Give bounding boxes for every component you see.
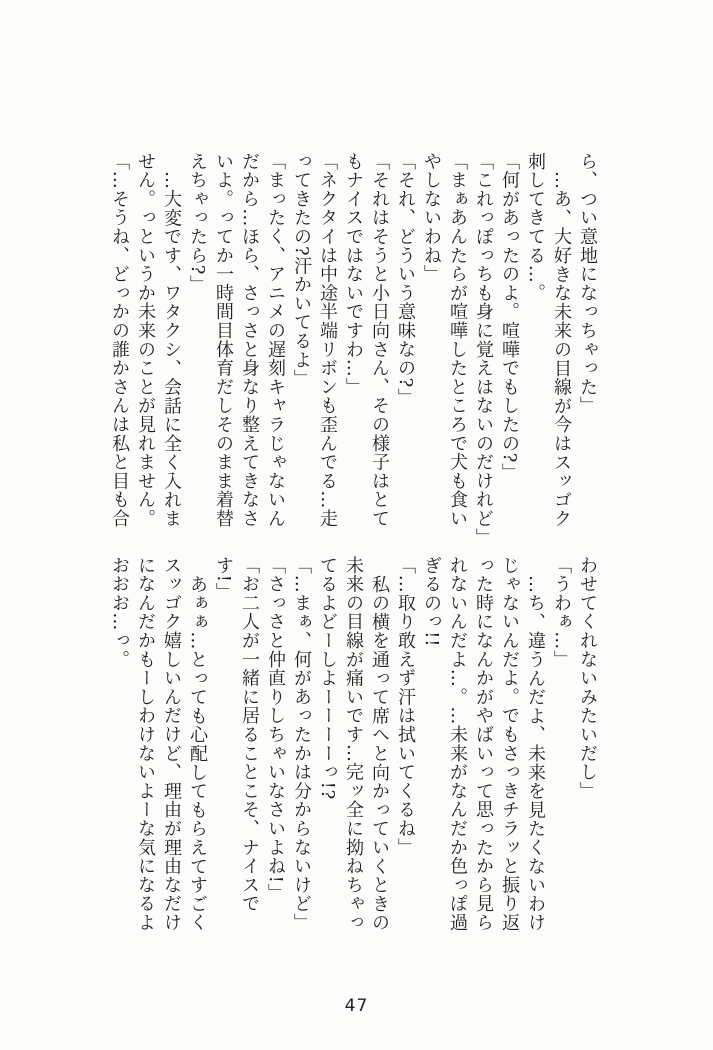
text-column: った時になんかがやばいって思ったから見ら bbox=[473, 556, 494, 932]
text-column: 「ネクタイは中途半端リボンも歪んでる…走 bbox=[317, 152, 338, 528]
text-column: 「…まぁ、何があったかは分からないけど」 bbox=[291, 556, 312, 932]
text-column: 「それはそうと小日向さん、その様子はとて bbox=[369, 152, 390, 528]
text-column: あぁぁ…とっても心配してもらえてすごく bbox=[187, 574, 208, 932]
text-column: せん。っというか未来のことが見れません。 bbox=[135, 152, 156, 528]
text-column: …ち、違うんだよ、未来を見たくないわけ bbox=[525, 574, 546, 932]
text-column: になんだかもーしわけないよーな気になるよ bbox=[135, 556, 156, 932]
text-column: スッゴク嬉しいんだけど、理由が理由なだけ bbox=[161, 556, 182, 932]
text-column: じゃないんだよ。でもさっきチラッと振り返 bbox=[499, 556, 520, 932]
text-column: おおお…っ。 bbox=[109, 556, 130, 669]
text-column: 「まったく、アニメの遅刻キャラじゃないん bbox=[265, 152, 286, 528]
text-column: 「うわぁ…」 bbox=[551, 556, 572, 669]
text-column: 「これっぽっちも身に覚えはないのだけれど」 bbox=[473, 152, 494, 547]
text-column: ってきたの?汗かいてるよ」 bbox=[291, 152, 312, 389]
text-column: …大変です、ワタクシ、会話に全く入れま bbox=[161, 170, 182, 528]
text-column: 「…そうね、どっかの誰かさんは私と目も合 bbox=[109, 152, 130, 528]
text-column: だから…ほら、さっさと身なり整えてきなさ bbox=[239, 152, 260, 528]
text-column: もナイスではないですわ…」 bbox=[343, 152, 364, 397]
text-block-top bbox=[106, 152, 600, 554]
text-column: 「何があったのよ。喧嘩でもしたの?」 bbox=[499, 152, 520, 483]
text-column: す!」 bbox=[213, 556, 234, 602]
text-column: ら、つい意地になっちゃった」 bbox=[577, 152, 598, 416]
text-column: …あ、大好きな未来の目線が今はスッゴク bbox=[551, 170, 572, 528]
text-column: てるよどーしよーーーーっ!? bbox=[317, 556, 338, 801]
text-column: れないんだよ…。…未来がなんだか色っぽ過 bbox=[447, 556, 468, 932]
text-column: 「さっさと仲直りしちゃいなさいよね!」 bbox=[265, 556, 286, 903]
text-column: 私の横を通って席へと向かっていくときの bbox=[369, 574, 390, 932]
text-column: 未来の目線が痛いです…完ッ全に拗ねちゃっ bbox=[343, 556, 364, 932]
text-column: 刺してきてる…。 bbox=[525, 152, 546, 303]
text-column: 「まぁあんたらが喧嘩したところで犬も食い bbox=[447, 152, 468, 528]
text-column: 「お二人が一緒に居ることこそ、ナイスで bbox=[239, 556, 260, 914]
text-block-bottom bbox=[106, 556, 600, 958]
text-column: えちゃったら?」 bbox=[187, 152, 208, 295]
text-column: わせてくれないみたいだし」 bbox=[577, 556, 598, 801]
text-column: 「…取り敢えず汗は拭いてくるね」 bbox=[395, 556, 416, 857]
text-column: 「それ、どういう意味なの?」 bbox=[395, 152, 416, 407]
page-number: 47 bbox=[344, 996, 369, 1016]
text-column: ぎるのっ!! bbox=[421, 556, 442, 648]
text-column: やしないわね」 bbox=[421, 152, 442, 284]
text-column: いよ。ってか一時間目体育だしそのまま着替 bbox=[213, 152, 234, 528]
